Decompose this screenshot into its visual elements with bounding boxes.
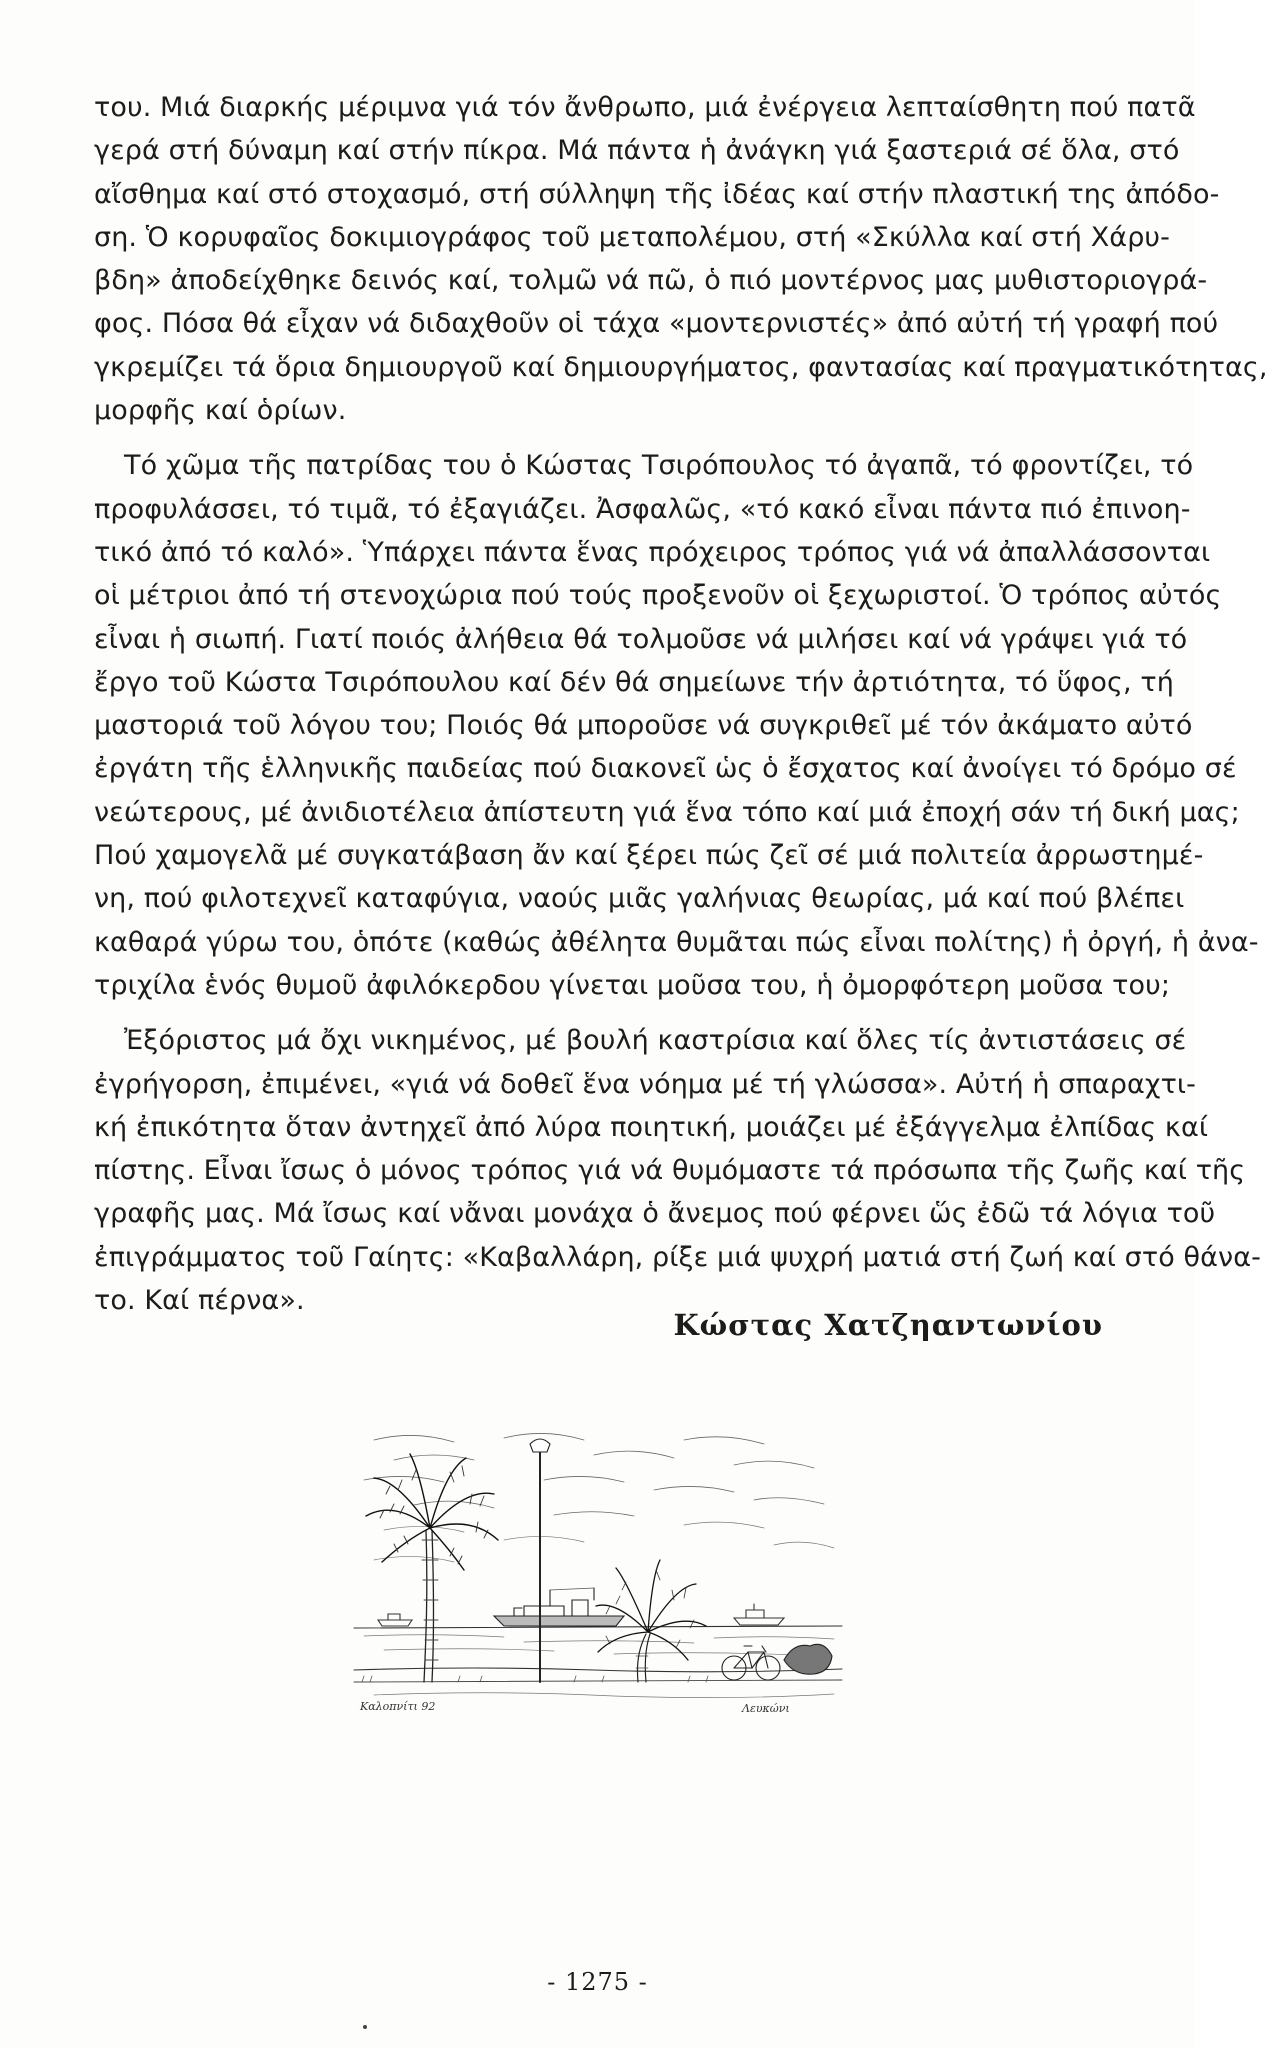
sketch-caption-left: Καλοπνίτι 92 bbox=[360, 1700, 436, 1713]
text-line: γραφῆς μας. Μά ἴσως καί νἄναι μονάχα ὁ ἄνεμος πού φέρνει ὥς ἐδῶ τά λόγια τοῦ bbox=[94, 1198, 1216, 1230]
text-line: του. Μιά διαρκής μέριμνα γιά τόν ἄνθρωπο, μιά ἐνέργεια λεπταίσθητη πού πατᾶ bbox=[94, 92, 1196, 123]
text-line: τριχίλα ἑνός θυμοῦ ἀφιλόκερδου γίνεται μοῦσα του, ἡ ὀμορφότερη μοῦσα του; bbox=[94, 969, 1171, 1001]
text-line: τικό ἀπό τό καλό». Ὑπάρχει πάντα ἕνας πρόχειρος τρόπος γιά νά ἀπαλλάσσονται bbox=[94, 536, 1211, 568]
text-line: νη, πού φιλοτεχνεῖ καταφύγια, ναούς μιᾶς γαλήνιας θεωρίας, μά καί πού βλέπει bbox=[94, 883, 1185, 915]
text-line: Τό χῶμα τῆς πατρίδας του ὁ Κώστας Τσιρόπουλος τό ἀγαπᾶ, τό φροντίζει, τό bbox=[124, 450, 1194, 482]
paragraph-3 bbox=[94, 1019, 1261, 1322]
text-line: ἐπιγράμματος τοῦ Γαίητς: «Καβαλλάρη, ρίξε μιά ψυχρή ματιά στή ζωή καί στό θάνα- bbox=[94, 1241, 1261, 1273]
text-line: προφυλάσσει, τό τιμᾶ, τό ἐξαγιάζει. Ἀσφαλῶς, «τό κακό εἶναι πάντα πιό ἐπινοη- bbox=[94, 493, 1191, 525]
text-line: γερά στή δύναμη καί στήν πίκρα. Μά πάντα ἡ ἀνάγκη γιά ξαστεριά σέ ὅλα, στό bbox=[94, 135, 1180, 167]
text-line: ἔργο τοῦ Κώστα Τσιρόπουλου καί δέν θά σημείωνε τήν ἀρτιότητα, τό ὕφος, τή bbox=[94, 666, 1174, 698]
text-line: ἐγρήγορση, ἐπιμένει, «γιά νά δοθεῖ ἕνα νόημα μέ τή γλώσσα». Αὐτή ἡ σπαραχτι- bbox=[94, 1068, 1197, 1100]
text-line: εἶναι ἡ σιωπή. Γιατί ποιός ἀλήθεια θά τολμοῦσε νά μιλήσει καί νά γράψει γιά τό bbox=[94, 623, 1188, 655]
sketch-caption-right: Λευκώνι bbox=[742, 1702, 790, 1715]
text-line: μορφῆς καί ὁρίων. bbox=[94, 395, 347, 427]
text-line: πίστης. Εἶναι ἴσως ὁ μόνος τρόπος γιά νά θυμόμαστε τά πρόσωπα τῆς ζωῆς καί τῆς bbox=[94, 1155, 1246, 1187]
page-number: - 1275 - bbox=[547, 1968, 648, 1996]
text-line: νεώτερους, μέ ἀνιδιοτέλεια ἀπίστευτη γιά ἕνα τόπο καί μιά ἐποχή σάν τή δική μας; bbox=[94, 796, 1240, 828]
paragraph-2 bbox=[94, 444, 1259, 1007]
text-line: το. Καί πέρνα». bbox=[94, 1285, 305, 1317]
text-line: φος. Πόσα θά εἶχαν νά διδαχθοῦν οἱ τάχα «μοντερνιστές» ἀπό αὐτή τή γραφή πού bbox=[94, 308, 1219, 340]
text-line: Πού χαμογελᾶ μέ συγκατάβαση ἄν καί ξέρει πώς ζεῖ σέ μιά πολιτεία ἀρρωστημέ- bbox=[94, 840, 1204, 872]
scan-speck bbox=[363, 2025, 367, 2029]
text-line: Ἐξόριστος μά ὄχι νικημένος, μέ βουλή καστρίσια καί ὅλες τίς ἀντιστάσεις σέ bbox=[124, 1025, 1187, 1057]
text-line: κή ἐπικότητα ὅταν ἀντηχεῖ ἀπό λύρα ποιητική, μοιάζει μέ ἐξάγγελμα ἐλπίδας καί bbox=[94, 1111, 1209, 1143]
text-line: ση. Ὁ κορυφαῖος δοκιμιογράφος τοῦ μεταπολέμου, στή «Σκύλλα καί στή Χάρυ- bbox=[94, 221, 1170, 253]
harbor-sketch-drawing bbox=[354, 1420, 842, 1788]
text-line: γκρεμίζει τά ὅρια δημιουργοῦ καί δημιουργήματος, φαντασίας καί πραγματικότητας, bbox=[94, 351, 1268, 383]
text-line: βδη» ἀποδείχθηκε δεινός καί, τολμῶ νά πῶ, ὁ πιό μοντέρνος μας μυθιστοριογρά- bbox=[94, 265, 1208, 297]
author-signature: Κώστας Χατζηαντωνίου bbox=[673, 1308, 1103, 1342]
text-line: οἱ μέτριοι ἀπό τή στενοχώρια πού τούς προξενοῦν οἱ ξεχωριστοί. Ὁ τρόπος αὐτός bbox=[94, 580, 1222, 612]
harbor-sketch-illustration bbox=[354, 1420, 842, 1788]
body-text bbox=[94, 86, 1268, 1322]
text-line: μαστοριά τοῦ λόγου του; Ποιός θά μποροῦσε νά συγκριθεῖ μέ τόν ἀκάματο αὐτό bbox=[94, 710, 1193, 742]
text-line: καθαρά γύρω του, ὁπότε (καθώς ἀθέλητα θυμᾶται πώς εἶναι πολίτης) ἡ ὀργή, ἡ ἀνα- bbox=[94, 926, 1259, 958]
text-line: ἐργάτη τῆς ἑλληνικῆς παιδείας πού διακονεῖ ὡς ὁ ἔσχατος καί ἀνοίγει τό δρόμο σέ bbox=[94, 753, 1237, 785]
text-line: αἴσθημα καί στό στοχασμό, στή σύλληψη τῆς ἰδέας καί στήν πλαστική της ἀπόδο- bbox=[94, 178, 1220, 210]
paragraph-1 bbox=[94, 86, 1268, 432]
